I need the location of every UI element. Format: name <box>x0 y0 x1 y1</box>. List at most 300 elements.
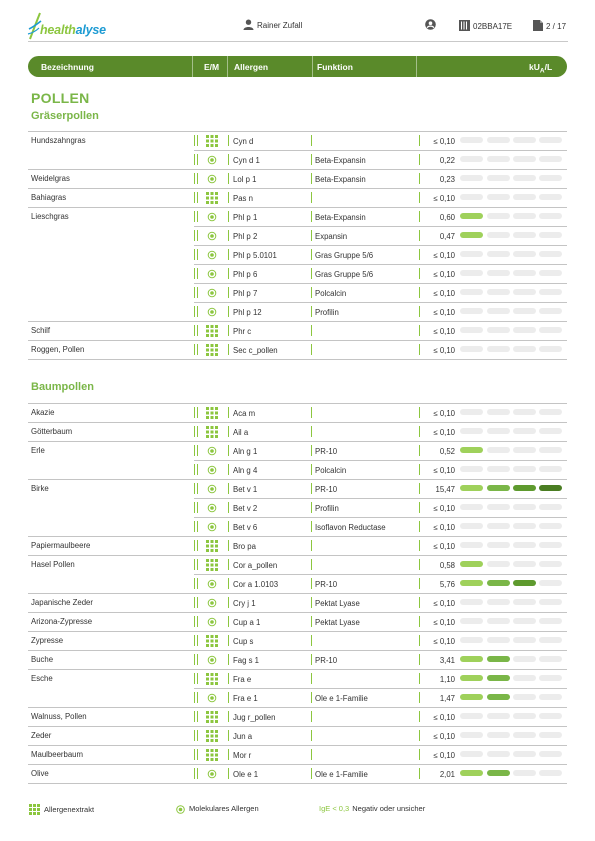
level-segment <box>513 213 536 219</box>
level-segment <box>460 346 483 352</box>
column-bar <box>194 268 195 279</box>
ige-value: ≤ 0,10 <box>433 637 455 646</box>
table-row <box>28 403 567 422</box>
column-bar <box>228 192 229 203</box>
column-bar <box>197 692 198 703</box>
allergen-code: Phl p 2 <box>233 232 258 241</box>
column-bar <box>197 768 198 779</box>
ige-value: ≤ 0,10 <box>433 523 455 532</box>
grid-dots-icon <box>206 192 218 204</box>
level-segment <box>460 523 483 529</box>
column-bar <box>311 306 312 317</box>
column-bar <box>197 325 198 336</box>
table-row <box>28 593 567 612</box>
level-segment <box>460 428 483 434</box>
column-bar <box>419 521 420 532</box>
legend-negative-label: Negativ oder unsicher <box>352 804 426 813</box>
row-divider <box>28 631 567 632</box>
allergen-source-name: Birke <box>31 484 49 493</box>
allergen-source-name: Bahiagras <box>31 193 67 202</box>
column-bar <box>311 230 312 241</box>
grid-dots-icon <box>206 540 218 552</box>
ige-value: ≤ 0,10 <box>433 466 455 475</box>
level-segment <box>539 308 562 314</box>
allergen-function: PR-10 <box>315 485 338 494</box>
table-row <box>28 688 567 707</box>
level-segment <box>513 561 536 567</box>
table-row <box>28 555 567 574</box>
legend-molecular <box>176 804 259 814</box>
level-segment <box>460 232 483 238</box>
column-bar <box>419 768 420 779</box>
ige-value: 15,47 <box>435 485 455 494</box>
ige-value: 0,47 <box>439 232 455 241</box>
column-bar <box>311 426 312 437</box>
allergen-source-name: Olive <box>31 769 49 778</box>
column-bar <box>197 521 198 532</box>
level-segment <box>487 732 510 738</box>
allergen-source-name: Hundszahngras <box>31 136 86 145</box>
allergen-function: PR-10 <box>315 580 338 589</box>
allergen-code: Aca m <box>233 409 256 418</box>
table-row <box>28 188 567 207</box>
ige-value: 1,47 <box>439 694 455 703</box>
row-divider <box>28 131 567 132</box>
level-segment <box>539 713 562 719</box>
level-segment <box>513 713 536 719</box>
column-bar <box>419 654 420 665</box>
column-bar <box>228 749 229 760</box>
column-bar <box>197 344 198 355</box>
level-segment <box>513 156 536 162</box>
allergen-source-name: Papiermaulbeere <box>31 541 91 550</box>
column-bar <box>197 597 198 608</box>
ige-value: 0,23 <box>439 175 455 184</box>
column-bar <box>419 173 420 184</box>
level-segment <box>487 137 510 143</box>
column-bar <box>194 211 195 222</box>
level-segment <box>487 504 510 510</box>
allergen-function: Gras Gruppe 5/6 <box>315 270 374 279</box>
level-bar <box>460 156 564 163</box>
allergen-source-name: Esche <box>31 674 53 683</box>
report-header <box>0 0 595 50</box>
column-bar <box>194 673 195 684</box>
column-bar <box>197 540 198 551</box>
level-segment <box>460 137 483 143</box>
column-bar <box>228 559 229 570</box>
ige-value: ≤ 0,10 <box>433 618 455 627</box>
column-bar <box>419 407 420 418</box>
allergen-code: Fra e 1 <box>233 694 258 703</box>
column-bar <box>228 407 229 418</box>
table-row <box>28 460 567 479</box>
level-segment <box>539 289 562 295</box>
column-bar <box>311 654 312 665</box>
logo-text-health: health <box>40 23 76 37</box>
molecule-dot-icon <box>206 597 218 609</box>
ige-value: ≤ 0,10 <box>433 732 455 741</box>
column-bar <box>419 540 420 551</box>
level-segment <box>513 251 536 257</box>
level-segment <box>460 751 483 757</box>
column-bar <box>419 464 420 475</box>
allergen-source-name: Arizona-Zypresse <box>31 617 93 626</box>
table-bottom-line <box>28 783 567 784</box>
allergen-code: Cyn d <box>233 137 254 146</box>
column-bar <box>311 268 312 279</box>
level-segment <box>487 327 510 333</box>
column-bar <box>419 287 420 298</box>
allergen-source-name: Buche <box>31 655 54 664</box>
column-bar <box>311 211 312 222</box>
column-bar <box>311 407 312 418</box>
column-bar <box>197 287 198 298</box>
level-segment <box>513 232 536 238</box>
column-bar <box>419 483 420 494</box>
allergen-function: Isoflavon Reductase <box>315 523 386 532</box>
column-bar <box>197 154 198 165</box>
allergen-code: Jug r_pollen <box>233 713 276 722</box>
legend-ige <box>319 804 425 813</box>
column-bar <box>419 154 420 165</box>
account-circle-icon[interactable] <box>425 19 436 30</box>
level-segment <box>539 523 562 529</box>
column-bar <box>197 407 198 418</box>
column-bar <box>194 249 195 260</box>
level-segment <box>487 485 510 491</box>
level-segment <box>460 656 483 662</box>
column-bar <box>228 154 229 165</box>
column-bar <box>419 502 420 513</box>
row-divider <box>28 422 567 423</box>
ige-value: ≤ 0,10 <box>433 346 455 355</box>
level-segment <box>460 447 483 453</box>
level-segment <box>487 409 510 415</box>
level-segment <box>539 156 562 162</box>
column-bar <box>194 230 195 241</box>
level-bar <box>460 232 564 239</box>
level-segment <box>487 637 510 643</box>
ige-value: ≤ 0,10 <box>433 713 455 722</box>
level-segment <box>487 656 510 662</box>
molecule-dot-icon <box>206 578 218 590</box>
column-bar <box>419 426 420 437</box>
ige-value: ≤ 0,10 <box>433 308 455 317</box>
column-bar <box>197 211 198 222</box>
level-segment <box>460 175 483 181</box>
level-bar <box>460 694 564 701</box>
column-bar <box>419 306 420 317</box>
col-allergen: Allergen <box>234 62 269 72</box>
column-bar <box>197 749 198 760</box>
allergen-code: Jun a <box>233 732 253 741</box>
level-segment <box>513 428 536 434</box>
row-divider <box>194 517 567 518</box>
molecule-dot-icon <box>206 230 218 242</box>
row-divider <box>194 688 567 689</box>
column-bar <box>197 559 198 570</box>
legend-extract-label: Allergenextrakt <box>44 805 95 814</box>
column-bar <box>197 192 198 203</box>
column-bar <box>194 344 195 355</box>
column-bar <box>419 268 420 279</box>
ige-value: 3,41 <box>439 656 455 665</box>
level-segment <box>487 346 510 352</box>
healthalyse-logo <box>27 11 113 41</box>
level-segment <box>513 694 536 700</box>
row-divider <box>28 726 567 727</box>
level-segment <box>513 194 536 200</box>
ige-value: 0,60 <box>439 213 455 222</box>
column-bar <box>228 230 229 241</box>
table-row <box>28 150 567 169</box>
column-bar <box>311 173 312 184</box>
allergen-source-name: Maulbeerbaum <box>31 750 84 759</box>
ige-value: ≤ 0,10 <box>433 542 455 551</box>
page-number <box>533 20 566 31</box>
level-segment <box>513 175 536 181</box>
level-bar <box>460 751 564 758</box>
molecule-dot-icon <box>206 268 218 280</box>
legend-ige-threshold: IgE < 0,3 <box>319 804 350 813</box>
column-bar <box>197 635 198 646</box>
molecule-dot-icon <box>206 306 218 318</box>
level-segment <box>460 409 483 415</box>
molecule-dot-icon <box>206 445 218 457</box>
column-bar <box>194 521 195 532</box>
ige-value: 5,76 <box>439 580 455 589</box>
legend-molecular-label: Molekulares Allergen <box>189 804 259 813</box>
column-bar <box>311 635 312 646</box>
row-divider <box>28 650 567 651</box>
column-bar <box>197 483 198 494</box>
column-bar <box>228 654 229 665</box>
column-bar <box>228 464 229 475</box>
level-segment <box>539 447 562 453</box>
molecule-dot-icon <box>206 521 218 533</box>
column-bar <box>311 768 312 779</box>
table-row <box>28 612 567 631</box>
row-divider <box>28 403 567 404</box>
allergen-function: Profilin <box>315 504 339 513</box>
column-bar <box>419 730 420 741</box>
level-bar <box>460 656 564 663</box>
allergen-source-name: Erle <box>31 446 45 455</box>
column-bar <box>197 673 198 684</box>
column-bar <box>228 597 229 608</box>
column-bar <box>228 635 229 646</box>
column-bar <box>419 692 420 703</box>
level-segment <box>487 428 510 434</box>
column-bar <box>311 464 312 475</box>
allergen-function: Profilin <box>315 308 339 317</box>
level-bar <box>460 327 564 334</box>
ige-value: ≤ 0,10 <box>433 270 455 279</box>
allergen-function: Expansin <box>315 232 348 241</box>
column-bar <box>419 616 420 627</box>
column-bar <box>228 249 229 260</box>
column-bar <box>194 483 195 494</box>
column-bar <box>194 464 195 475</box>
level-segment <box>460 675 483 681</box>
col-divider <box>192 56 193 77</box>
row-divider <box>28 612 567 613</box>
column-bar <box>419 445 420 456</box>
level-segment <box>513 523 536 529</box>
column-bar <box>419 135 420 146</box>
table-row <box>28 650 567 669</box>
level-segment <box>539 542 562 548</box>
column-bar <box>194 426 195 437</box>
grid-dots-icon <box>206 344 218 356</box>
level-segment <box>487 580 510 586</box>
column-bar <box>194 287 195 298</box>
allergen-code: Bet v 2 <box>233 504 258 513</box>
level-segment <box>539 694 562 700</box>
column-bar <box>311 616 312 627</box>
col-unit-prefix: kU <box>529 62 540 72</box>
table-row <box>28 707 567 726</box>
level-segment <box>487 523 510 529</box>
allergen-code: Bet v 1 <box>233 485 258 494</box>
document-icon <box>533 20 543 31</box>
allergen-code: Phl p 7 <box>233 289 258 298</box>
level-segment <box>460 270 483 276</box>
table-row <box>28 441 567 460</box>
level-segment <box>539 675 562 681</box>
column-bar <box>311 559 312 570</box>
column-bar <box>197 616 198 627</box>
molecule-dot-icon <box>206 173 218 185</box>
column-bar <box>194 616 195 627</box>
column-bar <box>194 173 195 184</box>
column-bar <box>311 578 312 589</box>
allergen-source-name: Zypresse <box>31 636 64 645</box>
column-bar <box>311 154 312 165</box>
ige-value: ≤ 0,10 <box>433 289 455 298</box>
table-row <box>28 422 567 441</box>
group-title-tree: Baumpollen <box>31 381 94 393</box>
level-segment <box>460 156 483 162</box>
column-bar <box>197 654 198 665</box>
allergen-function: Beta-Expansin <box>315 156 366 165</box>
column-bar <box>311 287 312 298</box>
molecule-dot-icon <box>206 502 218 514</box>
allergen-code: Bet v 6 <box>233 523 258 532</box>
allergen-code: Cry j 1 <box>233 599 256 608</box>
legend-extract <box>29 804 94 815</box>
grid-dots-icon <box>206 673 218 685</box>
column-bar <box>419 749 420 760</box>
level-segment <box>539 409 562 415</box>
level-segment <box>513 485 536 491</box>
row-divider <box>28 536 567 537</box>
allergen-function: Polcalcin <box>315 289 347 298</box>
level-segment <box>539 194 562 200</box>
table-row <box>28 498 567 517</box>
level-segment <box>539 232 562 238</box>
level-bar <box>460 485 564 492</box>
level-segment <box>460 637 483 643</box>
column-bar <box>194 749 195 760</box>
allergen-source-name: Roggen, Pollen <box>31 345 85 354</box>
level-segment <box>539 637 562 643</box>
ige-value: ≤ 0,10 <box>433 409 455 418</box>
allergen-code: Phl p 1 <box>233 213 258 222</box>
level-segment <box>460 561 483 567</box>
column-bar <box>194 559 195 570</box>
molecule-dot-icon <box>206 211 218 223</box>
molecule-dot-icon <box>206 768 218 780</box>
level-bar <box>460 466 564 473</box>
table-row <box>28 764 567 783</box>
table-row <box>28 283 567 302</box>
grid-dots-icon <box>206 559 218 571</box>
level-segment <box>460 542 483 548</box>
patient-name <box>243 19 302 30</box>
col-divider <box>416 56 417 77</box>
row-divider <box>28 764 567 765</box>
column-bar <box>228 578 229 589</box>
level-segment <box>487 561 510 567</box>
level-segment <box>539 580 562 586</box>
column-bar <box>419 578 420 589</box>
user-name: Rainer Zufall <box>257 21 303 30</box>
column-bar <box>228 540 229 551</box>
level-segment <box>513 656 536 662</box>
row-divider <box>28 169 567 170</box>
grid-dots-icon <box>206 135 218 147</box>
level-segment <box>539 346 562 352</box>
allergen-function: PR-10 <box>315 656 338 665</box>
column-bar <box>197 578 198 589</box>
column-bar <box>311 730 312 741</box>
molecule-dot-icon <box>206 616 218 628</box>
row-divider <box>194 264 567 265</box>
level-segment <box>487 308 510 314</box>
allergen-code: Cyn d 1 <box>233 156 260 165</box>
grid-dots-icon <box>206 325 218 337</box>
level-segment <box>460 194 483 200</box>
allergen-source-name: Akazie <box>31 408 55 417</box>
grid-dots-icon <box>206 635 218 647</box>
molecule-dot-icon <box>206 654 218 666</box>
level-segment <box>460 466 483 472</box>
column-bar <box>419 249 420 260</box>
table-row <box>28 264 567 283</box>
level-bar <box>460 213 564 220</box>
level-segment <box>487 466 510 472</box>
logo-text-alyse: alyse <box>75 23 106 37</box>
level-segment <box>487 599 510 605</box>
ige-value: 1,10 <box>439 675 455 684</box>
row-divider <box>194 245 567 246</box>
level-bar <box>460 732 564 739</box>
column-bar <box>194 578 195 589</box>
column-bar <box>228 711 229 722</box>
allergen-code: Phr c <box>233 327 252 336</box>
level-segment <box>460 504 483 510</box>
molecule-dot-icon <box>206 249 218 261</box>
level-segment <box>539 270 562 276</box>
level-segment <box>487 289 510 295</box>
level-bar <box>460 289 564 296</box>
grid-dots-icon <box>206 711 218 723</box>
allergen-code: Mor r <box>233 751 252 760</box>
column-bar <box>419 211 420 222</box>
table-row <box>28 574 567 593</box>
